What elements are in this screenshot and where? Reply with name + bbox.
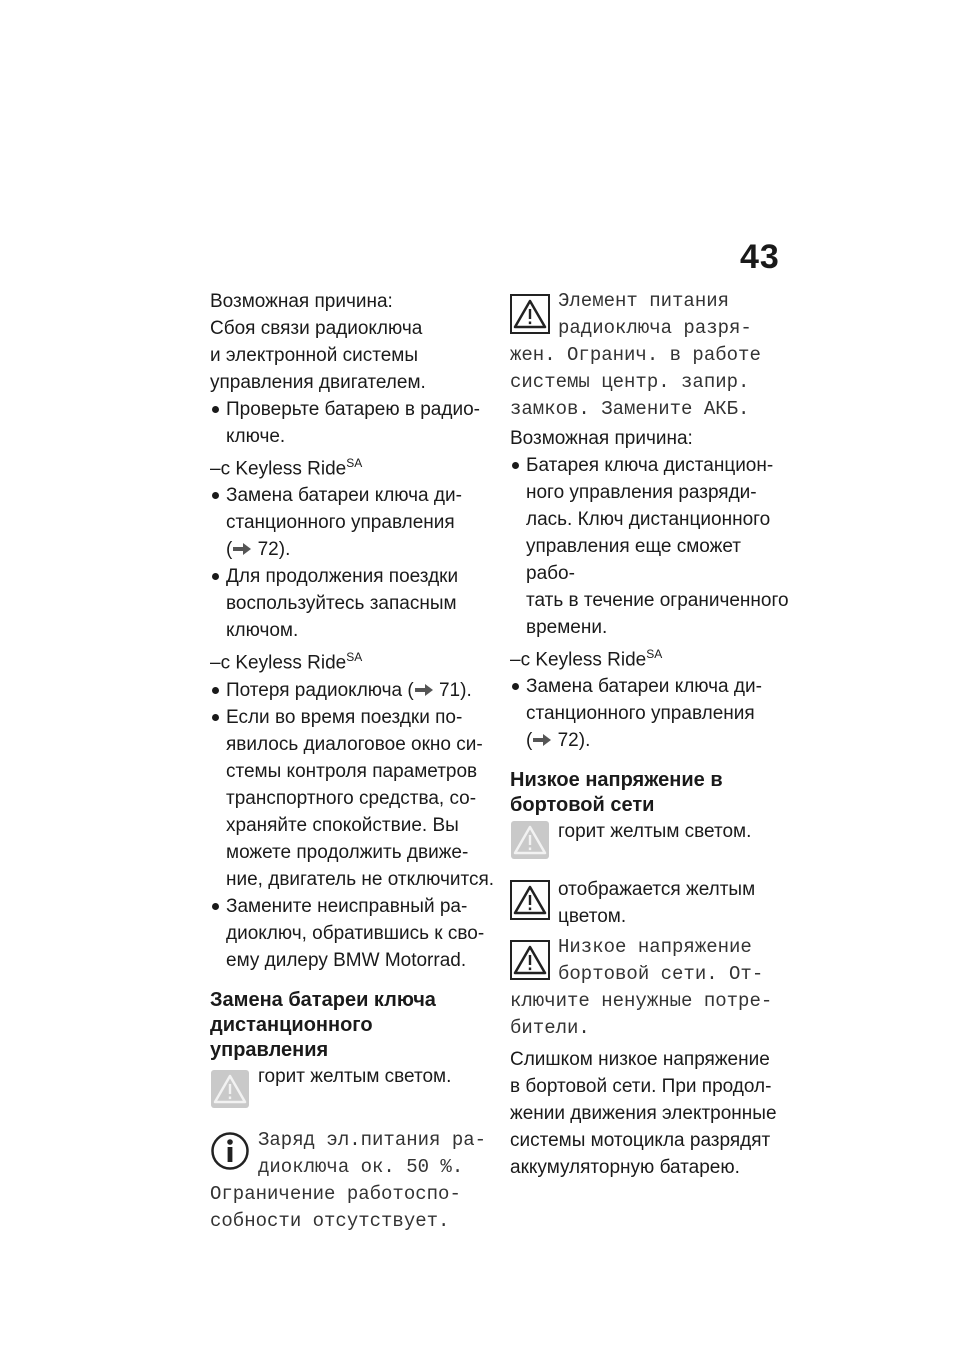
cause-line: и электронной системы [210, 345, 419, 366]
cause-line: Сбоя связи радиоключа [210, 318, 423, 339]
light-text: горит желтым светом. [258, 1065, 452, 1087]
left-column [210, 288, 495, 1235]
bullet-item: Замените неисправный ра- диоключ, обратившись к сво- ему дилеру BMW Motorrad. [210, 893, 495, 974]
bullet-item: Для продолжения поездки воспользуйтесь запасным ключом. [210, 563, 495, 644]
arrow-right-icon [414, 683, 434, 697]
warning-icon [510, 880, 550, 920]
arrow-right-icon [232, 542, 252, 556]
warning-light-row [210, 1063, 495, 1117]
page-number: 43 [740, 238, 780, 276]
info-icon [210, 1131, 250, 1171]
bullet-item: Проверьте батарею в радио- ключе. [210, 396, 495, 450]
option-line: –с Keyless Ride$^{SA}$ [210, 456, 363, 480]
bullet-item: Замена батареи ключа ди- станционного управления ( 72). [210, 482, 495, 563]
cause-label: Возможная причина: [510, 428, 693, 449]
warning-icon [510, 940, 550, 980]
bullet-item: Потеря радиоключа ( 71). [210, 677, 495, 704]
warning-light-icon [210, 1069, 250, 1109]
warning-light-icon [510, 820, 550, 860]
arrow-right-icon [532, 733, 552, 747]
display-row: отображается желтым цветом. [510, 876, 795, 930]
cause-label: Возможная причина: [210, 291, 393, 312]
option-line: –с Keyless Ride$^{SA}$ [210, 650, 363, 674]
warning-icon [510, 294, 550, 334]
body-paragraph: Слишком низкое напряжение в бортовой сети. При продол- жении движения электронные системы мотоцикла разрядят аккумуляторную батарею. [510, 1049, 777, 1179]
page-reference: ( 72). [226, 539, 291, 561]
light-text: горит желтым светом. [558, 821, 752, 843]
page-reference: ( 72). [526, 730, 591, 752]
warning-light-row [510, 818, 795, 870]
info-message: Заряд эл.питания ра- диоключа ок. 50 %. Ограничение работоспо- собности отсутствует. [210, 1128, 487, 1232]
bullet-item: Замена батареи ключа ди- станционного управления ( 72). [510, 673, 795, 754]
section-title: Низкое напряжение в бортовой сети [510, 769, 723, 817]
bullet-item: Если во время поездки по- явилось диалоговое окно си- стемы контроля параметров транспортного средства, со- храняйте спокойствие. Вы можете продолжить движе- ние, двигатель не отключится. [210, 704, 495, 893]
cause-line: управления двигателем. [210, 372, 426, 393]
bullet-item: Батарея ключа дистанцион- ного управления разряди- лась. Ключ дистанционного управления еще сможет рабо- тать в течение ограниченного времени. [510, 452, 795, 641]
option-line: –с Keyless Ride$^{SA}$ [510, 647, 663, 671]
warning-message: Низкое напряжение бортовой сети. От- ключите ненужные потре- бители. [510, 936, 773, 1040]
section-title: Замена батареи ключа дистанционного управления [210, 988, 436, 1061]
right-column [510, 288, 795, 1181]
warning-message: Элемент питания радиоключа разря- жен. Огранич. в работе системы центр. запир. замков. Замените АКБ. [510, 290, 761, 420]
